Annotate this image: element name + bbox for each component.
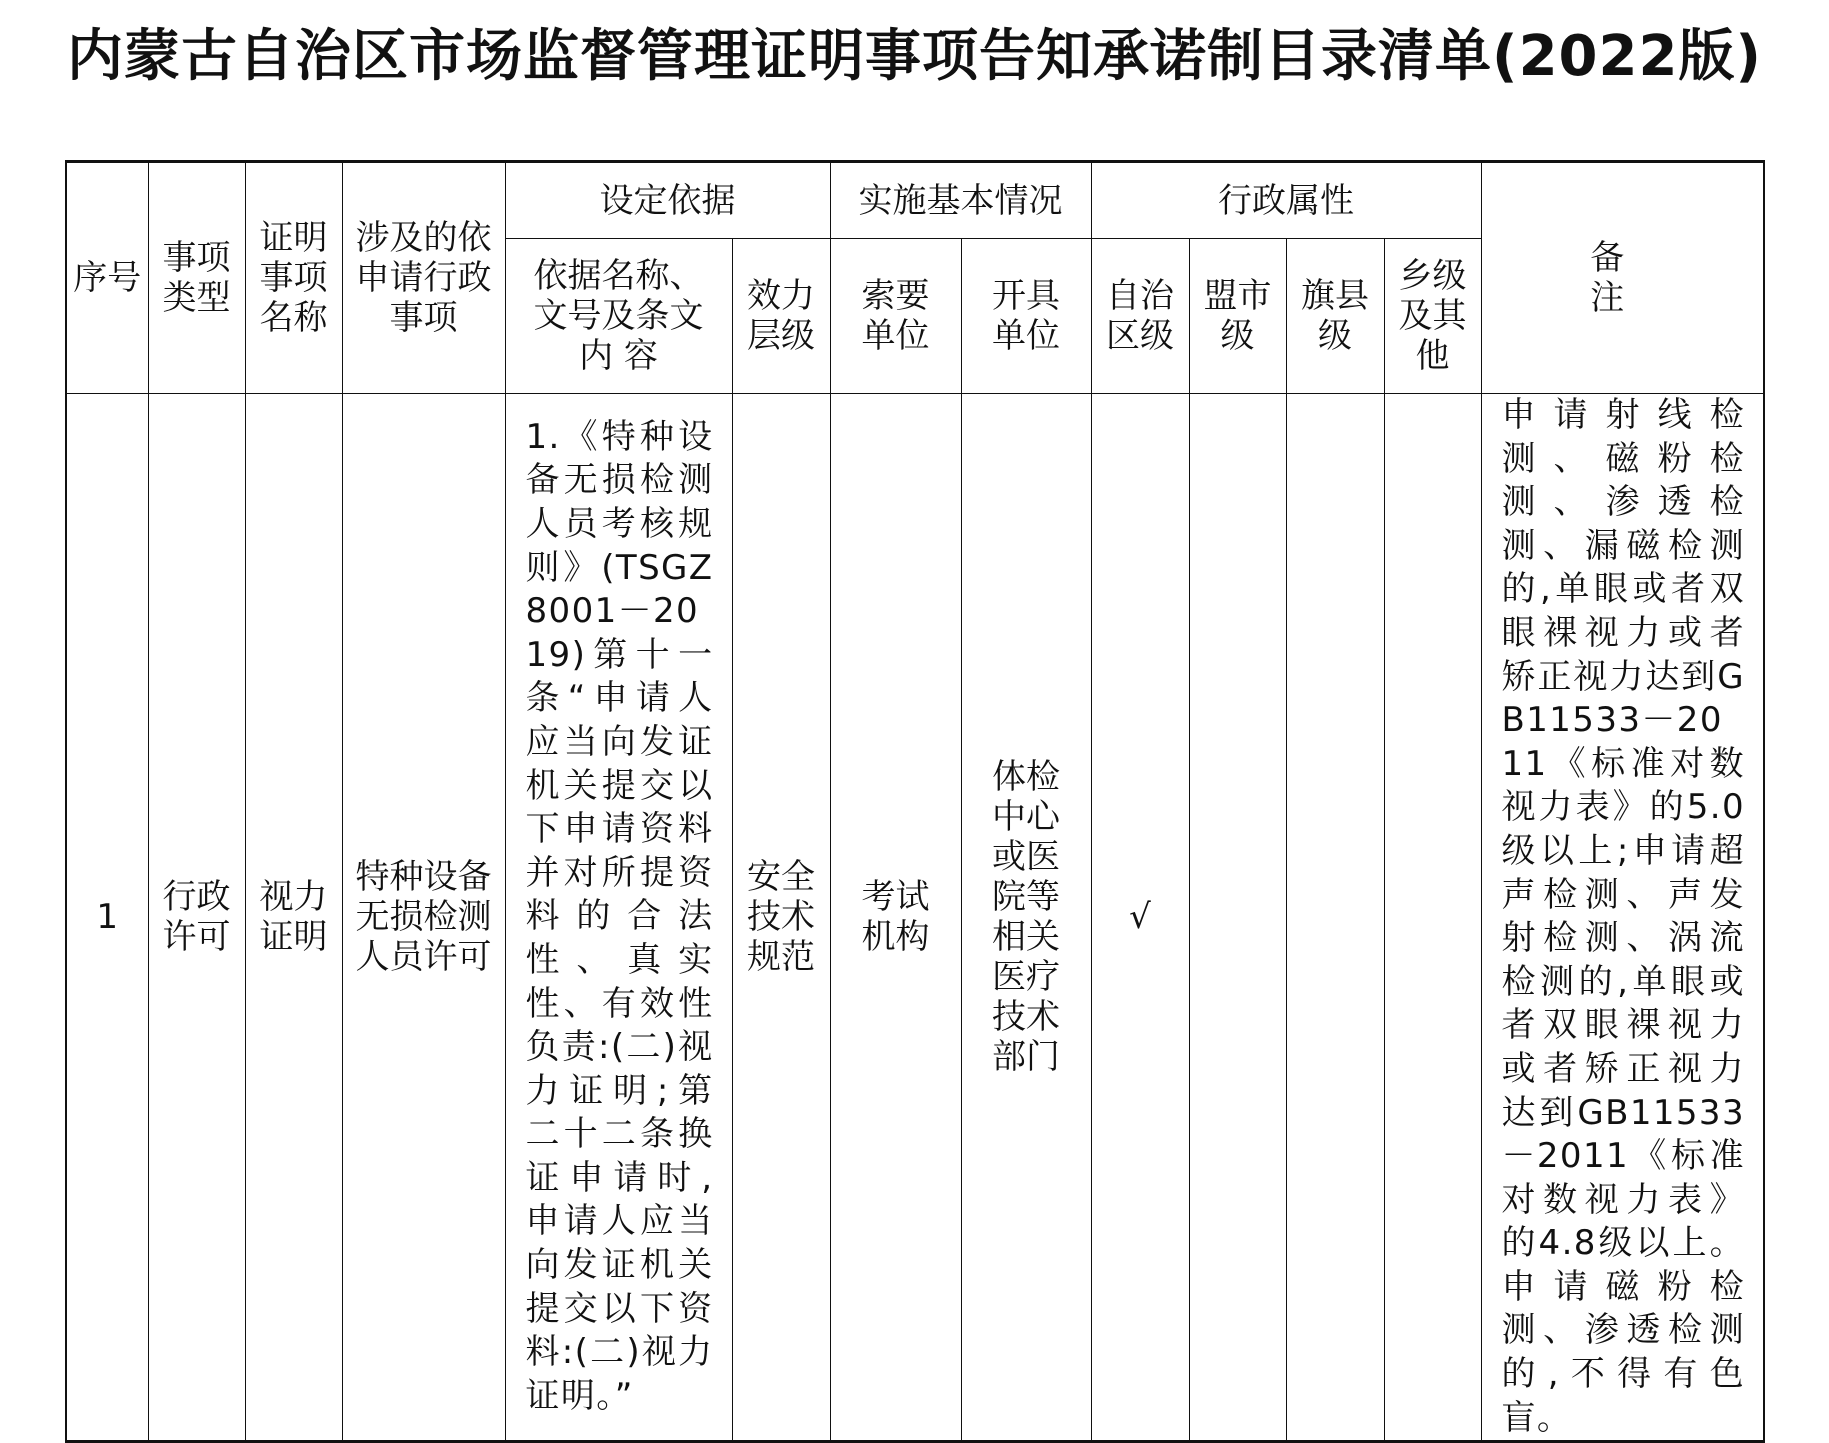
- cell-basis-text: 1.《特种设备无损检测人员考核规则》(TSGZ8001－2019)第十一条“申请人应当向发证机关提交以下申请资料并对所提资料的合法性、真实性、有效性负责:(二)视力证明;第二十二条换证申请时,申请人应当向发证机关提交以下资料:(二)视力证明。”: [505, 394, 732, 1442]
- header-item-type: 事项类型: [148, 162, 245, 394]
- header-region-level: 自治区级: [1091, 239, 1189, 394]
- cell-item-type: 行政许可: [148, 394, 245, 1442]
- header-admin-group: 行政属性: [1091, 162, 1481, 239]
- header-related-matter: 涉及的依申请行政事项: [342, 162, 505, 394]
- header-seq: 序号: [66, 162, 148, 394]
- header-remarks: 备 注: [1481, 162, 1764, 394]
- cell-township-other: [1384, 394, 1481, 1442]
- catalog-table: [65, 160, 1765, 1443]
- header-basis-name: 依据名称、文号及条文内 容: [505, 239, 732, 394]
- cell-remarks: 申请射线检测、磁粉检测、渗透检测、漏磁检测的,单眼或者双眼裸视力或者矫正视力达到GB11533－2011《标准对数视力表》的5.0级以上;申请超声检测、声发射检测、涡流检测的,单眼或者双眼裸视力或者矫正视力达到GB11533－2011《标准对数视力表》的4.8级以上。申请磁粉检测、渗透检测的,不得有色盲。: [1481, 394, 1764, 1442]
- cell-banner-county-level: [1286, 394, 1384, 1442]
- cell-cert-name: 视力证明: [245, 394, 342, 1442]
- cell-issue-unit: 体检中心或医院等相关医疗技术部门: [961, 394, 1091, 1442]
- table-row: [66, 394, 1764, 1442]
- header-basis-group: 设定依据: [505, 162, 830, 239]
- document-title: 内蒙古自治区市场监督管理证明事项告知承诺制目录清单(2022版): [66, 24, 1763, 89]
- header-row-1: [66, 162, 1764, 239]
- header-request-unit: 索要单位: [830, 239, 961, 394]
- header-township-other: 乡级及其他: [1384, 239, 1481, 394]
- header-impl-group: 实施基本情况: [830, 162, 1091, 239]
- header-cert-name: 证明事项名称: [245, 162, 342, 394]
- cell-request-unit: 考试机构: [830, 394, 961, 1442]
- cell-related-matter: 特种设备无损检测人员许可: [342, 394, 505, 1442]
- header-issue-unit: 开具单位: [961, 239, 1091, 394]
- cell-region-level: √: [1091, 394, 1189, 1442]
- cell-effect-level: 安全技术规范: [732, 394, 830, 1442]
- cell-league-city-level: [1189, 394, 1286, 1442]
- header-banner-county-level: 旗县级: [1286, 239, 1384, 394]
- header-league-city-level: 盟市级: [1189, 239, 1286, 394]
- cell-seq: 1: [66, 394, 148, 1442]
- header-effect-level: 效力层级: [732, 239, 830, 394]
